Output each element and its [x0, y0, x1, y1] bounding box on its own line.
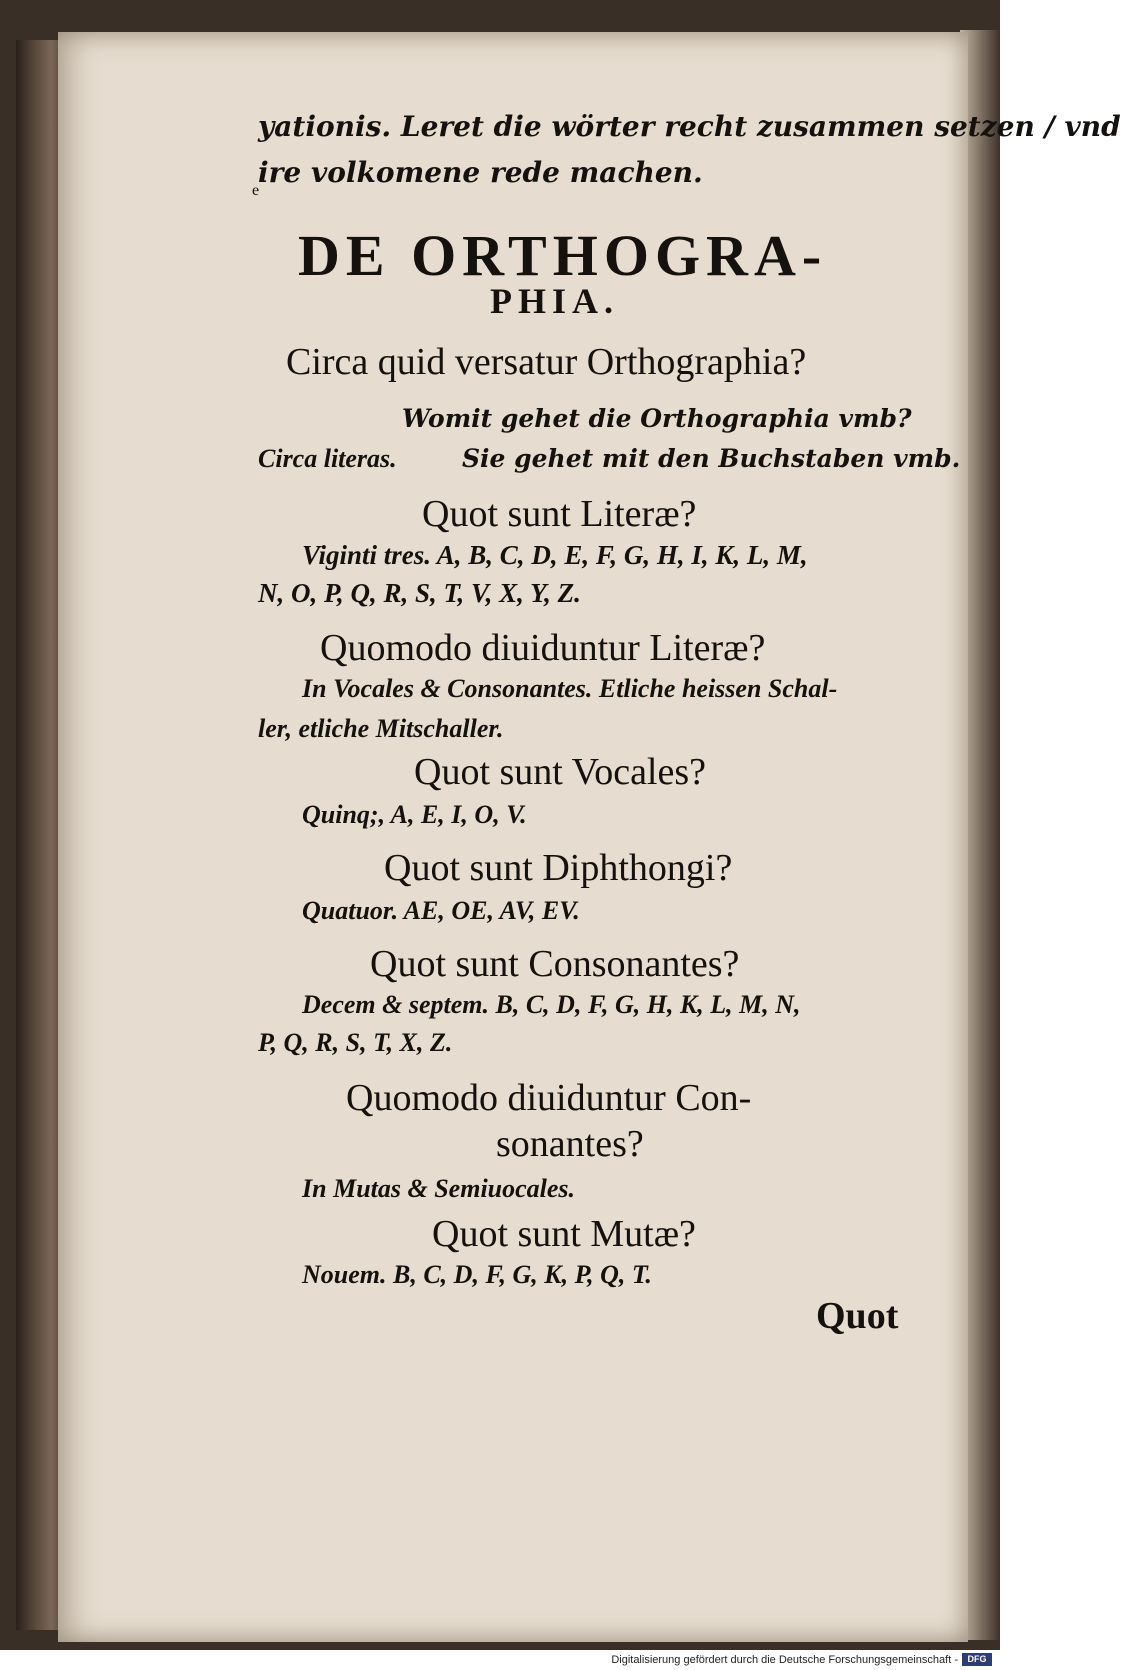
margin-mark: e: [252, 182, 260, 199]
answer-8: Nouem. B, C, D, F, G, K, P, Q, T.: [302, 1260, 652, 1289]
heading-line-1: DE ORTHOGRA-: [298, 223, 828, 288]
answer-3-line-2: ler, etliche Mitschaller.: [258, 714, 504, 743]
text-line-1: yationis. Leret die wörter recht zusammen setzen / vnd: [258, 110, 1121, 143]
question-3: Quomodo diuiduntur Literæ?: [320, 627, 766, 669]
answer-3-line-1: In Vocales & Consonantes. Etliche heissen Schal-: [302, 674, 838, 703]
question-2: Quot sunt Literæ?: [422, 493, 697, 535]
answer-6-line-1: Decem & septem. B, C, D, F, G, H, K, L, M, N,: [302, 990, 801, 1019]
book-page: [58, 32, 1121, 1642]
text-line-2: ire volkomene rede machen.: [258, 156, 703, 189]
question-5: Quot sunt Diphthongi?: [384, 847, 733, 889]
question-1-german: Womit gehet die Orthographia vmb?: [402, 404, 912, 433]
question-4: Quot sunt Vocales?: [414, 751, 707, 793]
dfg-logo-icon: DFG: [962, 1653, 992, 1666]
answer-2-line-2: N, O, P, Q, R, S, T, V, X, Y, Z.: [258, 578, 581, 608]
answer-1-latin: Circa literas.: [258, 444, 397, 473]
question-7-line-1: Quomodo diuiduntur Con-: [346, 1077, 752, 1119]
answer-1-german: Sie gehet mit den Buchstaben vmb.: [462, 444, 961, 473]
question-1: Circa quid versatur Orthographia?: [286, 341, 807, 383]
answer-6-line-2: P, Q, R, S, T, X, Z.: [258, 1028, 453, 1057]
question-7-line-2: sonantes?: [496, 1123, 644, 1165]
heading-line-2: PHIA.: [490, 281, 619, 321]
footer-bar: [0, 1650, 1000, 1670]
catchword: Quot: [816, 1295, 899, 1337]
funding-notice: Digitalisierung gefördert durch die Deutsche Forschungsgemeinschaft -: [611, 1654, 958, 1666]
question-8: Quot sunt Mutæ?: [432, 1213, 696, 1255]
answer-4: Quinq;, A, E, I, O, V.: [302, 800, 527, 829]
question-6: Quot sunt Consonantes?: [370, 943, 740, 985]
answer-7: In Mutas & Semiuocales.: [302, 1174, 576, 1203]
answer-5: Quatuor. AE, OE, AV, EV.: [302, 896, 580, 925]
answer-2-line-1: Viginti tres. A, B, C, D, E, F, G, H, I, K, L, M,: [302, 540, 808, 570]
